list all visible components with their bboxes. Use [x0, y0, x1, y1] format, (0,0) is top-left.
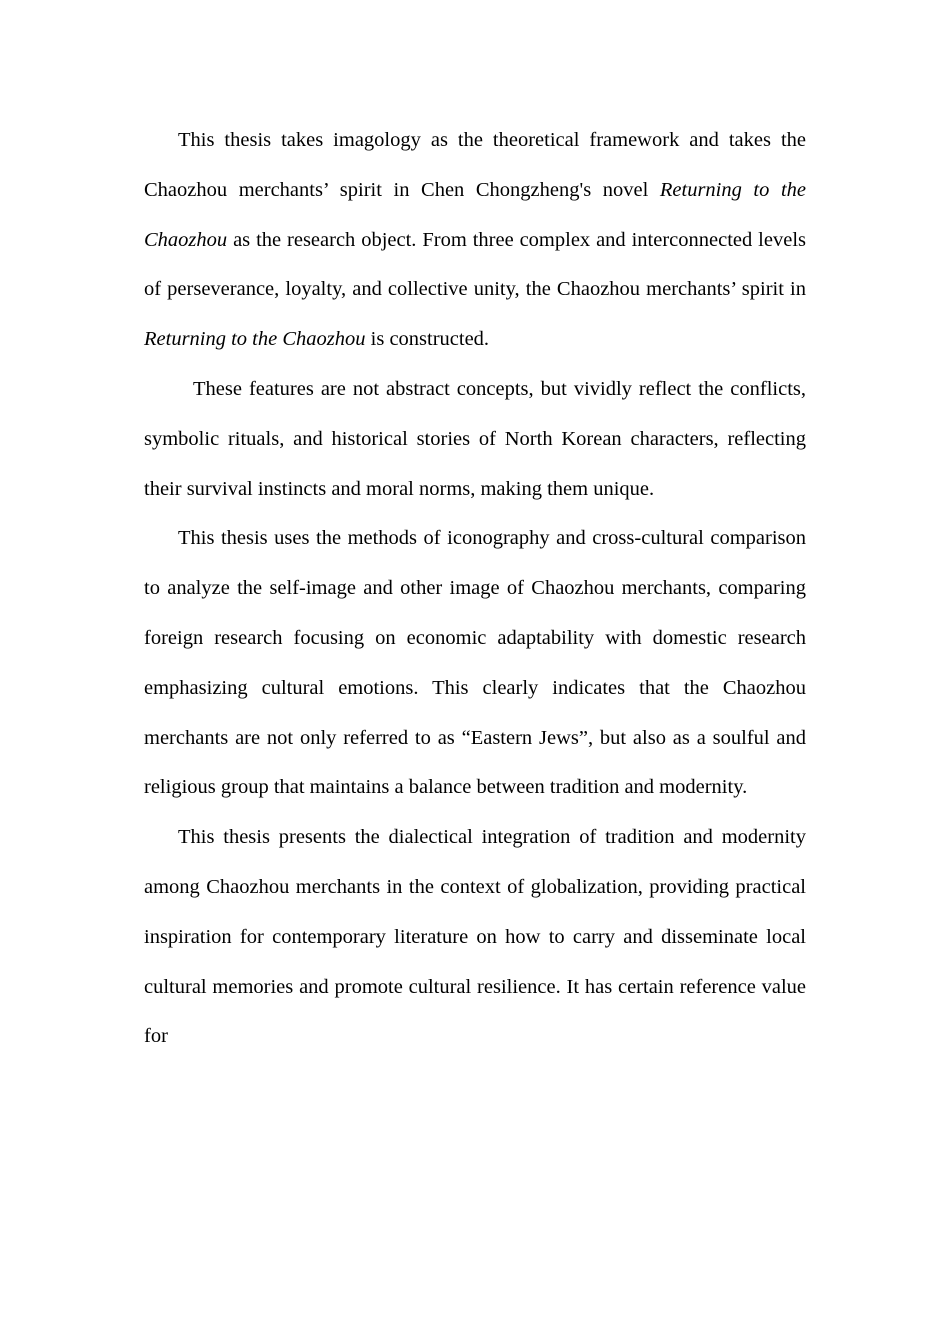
paragraph-3-text: This thesis uses the methods of iconography and cross-cultural comparison to analyze the self-image and other image of Chaozhou merchants, comparing foreign research focusing on economic adaptability with domestic research emphasizing cultural emotions. This clearly indicates that the Chaozhou merchants are not only referred to as “Eastern Jews”, but also as a soulful and religious group that maintains a balance between tradition and modernity.: [144, 527, 806, 799]
paragraph-2: [144, 365, 806, 514]
paragraph-1-text-3: is constructed.: [365, 328, 490, 351]
paragraph-2-text: These features are not abstract concepts, but vividly reflect the conflicts, symbolic rituals, and historical stories of North Korean characters, reflecting their survival instincts and moral norms, making them unique.: [144, 377, 806, 500]
paragraph-4-text: This thesis presents the dialectical integration of tradition and modernity among Chaozhou merchants in the context of globalization, providing practical inspiration for contemporary literature on how to carry and disseminate local cultural memories and promote cultural resilience. It has certain reference value for: [144, 826, 806, 1048]
paragraph-1-text-2: as the research object. From three complex and interconnected levels of perseverance, loyalty, and collective unity, the Chaozhou merchants’ spirit in: [144, 228, 806, 301]
paragraph-1-text-1: This thesis takes imagology as the theoretical framework and takes the Chaozhou merchants’ spirit in Chen Chongzheng's novel: [144, 129, 806, 201]
novel-title-2: Returning to the Chaozhou: [144, 328, 366, 351]
novel-title-1: Returning to the Chaozhou: [144, 178, 806, 251]
document-page: [144, 116, 806, 1062]
paragraph-4: [144, 813, 806, 1062]
paragraph-1: [144, 116, 806, 365]
paragraph-3: [144, 514, 806, 813]
